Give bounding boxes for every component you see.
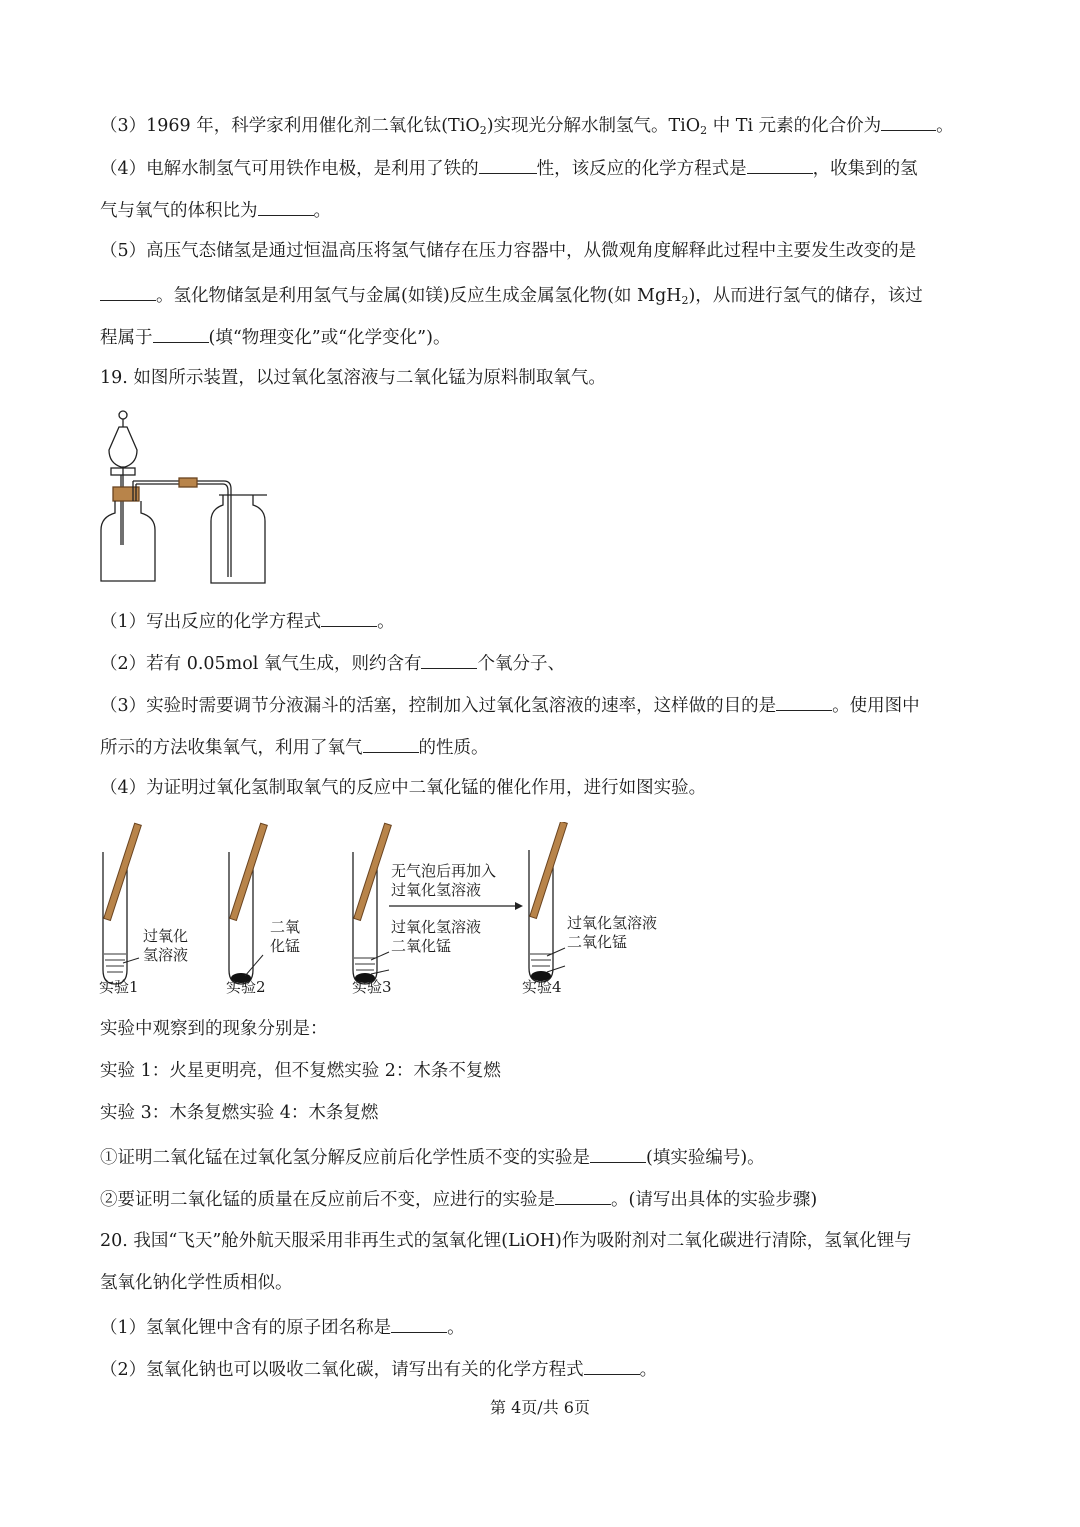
exp1-label: 过氧化 氢溶液 bbox=[143, 927, 189, 964]
q19-part2: （2）若有 0.05mol 氧气生成，则约含有 个氧分子、 bbox=[100, 650, 565, 676]
exp4-caption: 实验4 bbox=[522, 978, 562, 996]
answer-blank[interactable] bbox=[747, 155, 813, 174]
catalyst-experiments-figure bbox=[95, 822, 675, 997]
answer-blank[interactable] bbox=[776, 692, 832, 711]
exp1-caption: 实验1 bbox=[99, 978, 139, 996]
q19-part4: （4）为证明过氧化氢制取氧气的反应中二氧化锰的催化作用，进行如图实验。 bbox=[100, 778, 707, 798]
answer-blank[interactable] bbox=[321, 608, 377, 627]
q18-part4-line2: 气与氧气的体积比为 。 bbox=[100, 197, 331, 223]
exp4-label: 过氧化氢溶液 二氧化锰 bbox=[567, 914, 658, 951]
oxygen-generation-apparatus-figure bbox=[97, 405, 277, 590]
q19-part3-line2: 所示的方法收集氧气，利用了氧气 的性质。 bbox=[100, 734, 489, 760]
q18-part4-line1: （4）电解水制氢气可用铁作电极，是利用了铁的 性，该反应的化学方程式是 ，收集到的氢 bbox=[100, 155, 918, 181]
q18-part3: （3）1969 年，科学家利用催化剂二氧化钛(TiO$_2$)实现光分解水制氢气。TiO$_2$ 中 Ti 元素的化合价为 。 bbox=[100, 112, 954, 138]
q19-subquestion-a: ①证明二氧化锰在过氧化氢分解反应前后化学性质不变的实验是 (填实验编号)。 bbox=[100, 1144, 765, 1170]
q20-part2: （2）氢氧化钠也可以吸收二氧化碳，请写出有关的化学方程式 。 bbox=[100, 1356, 657, 1382]
answer-blank[interactable] bbox=[479, 155, 537, 174]
exp3-label: 过氧化氢溶液 二氧化锰 bbox=[391, 918, 482, 955]
answer-blank[interactable] bbox=[258, 197, 314, 216]
q19-part1: （1）写出反应的化学方程式 。 bbox=[100, 608, 395, 634]
exp2-label: 二氧 化锰 bbox=[270, 918, 301, 955]
q18-part5-line1: （5）高压气态储氢是通过恒温高压将氢气储存在压力容器中，从微观角度解释此过程中主要发生改变的是 bbox=[100, 241, 917, 261]
q19-stem: 19. 如图所示装置，以过氧化氢溶液与二氧化锰为原料制取氧气。 bbox=[100, 368, 606, 388]
answer-blank[interactable] bbox=[421, 650, 477, 669]
exp2-caption: 实验2 bbox=[226, 978, 266, 996]
answer-blank[interactable] bbox=[881, 112, 936, 131]
arrow-label: 无气泡后再加入 过氧化氢溶液 bbox=[391, 862, 497, 899]
answer-blank[interactable] bbox=[590, 1144, 646, 1163]
q20-part1: （1）氢氧化锂中含有的原子团名称是 。 bbox=[100, 1314, 465, 1340]
q19-observation-1: 实验 1：火星更明亮，但不复燃实验 2：木条不复燃 bbox=[100, 1061, 501, 1081]
answer-blank[interactable] bbox=[391, 1314, 447, 1333]
answer-blank[interactable] bbox=[100, 282, 156, 301]
q19-observations-intro: 实验中观察到的现象分别是： bbox=[100, 1019, 328, 1039]
exp3-caption: 实验3 bbox=[352, 978, 392, 996]
q20-stem-line1: 20. 我国“飞天”舱外航天服采用非再生式的氢氧化锂(LiOH)作为吸附剂对二氧化碳进行清除，氢氧化锂与 bbox=[100, 1231, 912, 1251]
answer-blank[interactable] bbox=[363, 734, 419, 753]
q18-part5-line2: 。氢化物储氢是利用氢气与金属(如镁)反应生成金属氢化物(如 MgH$_2$)，从而进行氢气的储存，该过 bbox=[100, 282, 923, 308]
q19-subquestion-b: ②要证明二氧化锰的质量在反应前后不变，应进行的实验是 。(请写出具体的实验步骤) bbox=[100, 1186, 817, 1212]
q19-part3-line1: （3）实验时需要调节分液漏斗的活塞，控制加入过氧化氢溶液的速率，这样做的目的是 。使用图中 bbox=[100, 692, 920, 718]
q19-observation-2: 实验 3：木条复燃实验 4：木条复燃 bbox=[100, 1103, 379, 1123]
answer-blank[interactable] bbox=[584, 1356, 640, 1375]
answer-blank[interactable] bbox=[555, 1186, 611, 1205]
answer-blank[interactable] bbox=[153, 324, 209, 343]
page-number: 第 4页/共 6页 bbox=[490, 1398, 590, 1417]
q20-stem-line2: 氢氧化钠化学性质相似。 bbox=[100, 1273, 293, 1293]
q18-part5-line3: 程属于 (填“物理变化”或“化学变化”)。 bbox=[100, 324, 450, 350]
